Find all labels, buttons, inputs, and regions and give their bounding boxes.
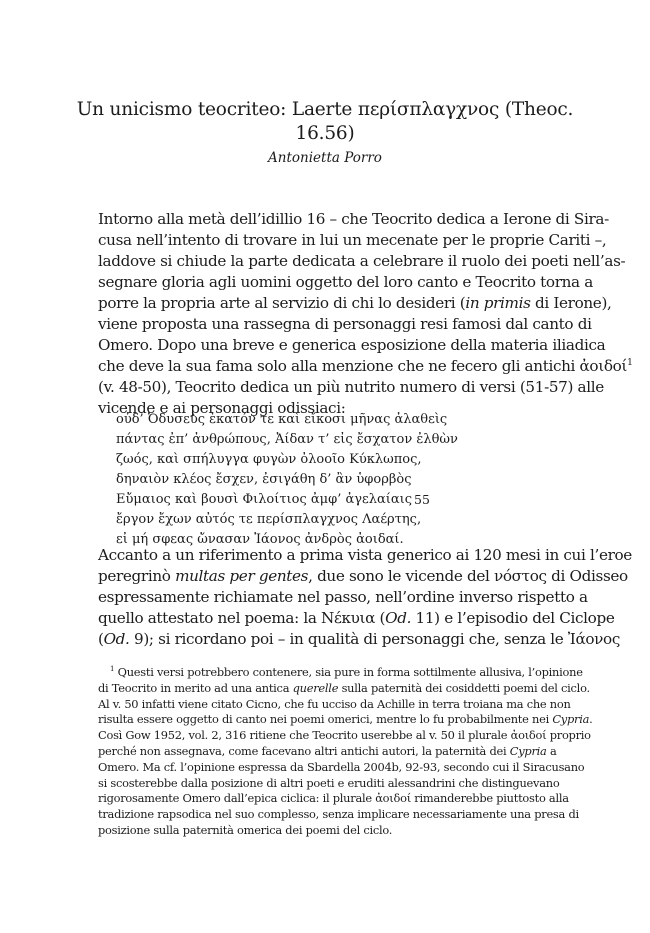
text-line: laddove si chiude la parte dedicata a celebrare il ruolo dei poeti nell’as- xyxy=(98,252,626,270)
verse-number: 55 xyxy=(414,492,430,507)
body-paragraph-2 xyxy=(98,545,632,650)
body-paragraph-1 xyxy=(98,209,633,419)
footnote xyxy=(98,664,593,839)
text-line: viene proposta una rassegna di personaggi resi famosi dal canto di xyxy=(98,315,592,333)
footnote-marker: 1 xyxy=(110,664,115,674)
italic-phrase: Cypria xyxy=(509,743,547,758)
author-name: Antonietta Porro xyxy=(268,150,382,166)
text-line: Accanto a un riferimento a prima vista generico ai 120 mesi in cui l’eroe xyxy=(98,546,632,564)
article-title: Un unicismo teocriteo: Laerte περίσπλαγχνος (Theoc. 16.56) xyxy=(76,99,574,144)
text-line: porre la propria arte al servizio di chi lo desideri (in primis di Ierone), xyxy=(98,294,612,312)
text-line: Omero. Dopo una breve e generica esposizione della materia iliadica xyxy=(98,336,606,354)
text-line: segnare gloria agli uomini oggetto del loro canto e Teocrito torna a xyxy=(98,273,593,291)
footnote-line: Omero. Ma cf. l’opinione espressa da Sbardella 2004b, 92-93, secondo cui il Siracusano xyxy=(98,759,585,774)
verse-line: οὐδ’ Ὀδυσεὺς ἑκατόν τε καὶ εἴκοσι μῆνας ἀλαθεὶς xyxy=(116,412,448,427)
italic-phrase: querelle xyxy=(292,680,339,695)
verse-line: εἰ μή σφεας ὤνασαν Ἰάονος ἀνδρὸς ἀοιδαί. xyxy=(116,532,404,547)
verse-line: ἔργον ἔχων αὐτός τε περίσπλαγχνος Λαέρτης, xyxy=(116,512,422,527)
footnote-line: rigorosamente Omero dall’epica ciclica: il plurale ἀοιδοί rimanderebbe piuttosto alla xyxy=(98,791,569,806)
footnote-line: Al v. 50 infatti viene citato Cicno, che fu ucciso da Achille in terra troiana ma che non xyxy=(98,696,571,711)
footnote-line: si scosterebbe dalla posizione di altri poeti e eruditi alessandrini che distinguevano xyxy=(98,775,560,790)
footnote-line: tradizione rapsodica nel suo complesso, senza implicare necessariamente una presa di xyxy=(98,807,579,822)
greek-quotation xyxy=(116,410,458,550)
footnote-line: posizione sulla paternità omerica dei poemi del ciclo. xyxy=(98,822,393,837)
italic-phrase: Od. xyxy=(385,609,412,627)
footnote-line: perché non assegnava, come facevano altri antichi autori, la paternità dei Cypria a xyxy=(98,743,557,758)
text-line: peregrinò multas per gentes, due sono le vicende del νόστος di Odisseo xyxy=(98,567,628,585)
verse-line-with-number: Εὔμαιος καὶ βουσὶ Φιλοίτιος ἀμφ’ ἀγελαίαις 55 xyxy=(116,490,446,510)
footnote-line: risulta essere oggetto di canto nei poemi omerici, mentre lo fu probabilmente nei Cypria. xyxy=(98,712,593,727)
text-line: espressamente richiamate nel passo, nell’ordine inverso rispetto a xyxy=(98,588,588,606)
footnote-line: $^1$ Questi versi potrebbero contenere, sia pure in forma sottilmente allusiva, l’opinione xyxy=(110,664,583,679)
italic-phrase: Od. xyxy=(103,630,130,648)
footnote-line: Così Gow 1952, vol. 2, 316 ritiene che Teocrito userebbe al v. 50 il plurale ἀοιδοί proprio xyxy=(98,728,591,743)
italic-phrase: multas per gentes xyxy=(175,567,309,585)
text-line: quello attestato nel poema: la Νέκυια (Od. 11) e l’episodio del Ciclope xyxy=(98,609,615,627)
verse-line: πάντας ἐπ’ ἀνθρώπους, Ἀίδαν τ’ εἰς ἔσχατον ἐλθὼν xyxy=(116,432,458,447)
footnote-reference[interactable]: 1 xyxy=(627,356,633,368)
text-line: Intorno alla metà dell’idillio 16 – che Teocrito dedica a Ierone di Sira- xyxy=(98,210,609,228)
text-line: che deve la sua fama solo alla menzione che ne fecero gli antichi ἀοιδοί$^1$ xyxy=(98,356,633,375)
text-line: (v. 48-50), Teocrito dedica un più nutrito numero di versi (51-57) alle xyxy=(98,378,604,396)
text-line: cusa nell’intento di trovare in lui un mecenate per le proprie Cariti –, xyxy=(98,231,607,249)
verse-line: ζωός, καὶ σπήλυγγα φυγὼν ὀλοοῖο Κύκλωπος, xyxy=(116,452,422,467)
verse-line: δηναιὸν κλέος ἔσχεν, ἐσιγάθη δ’ ἂν ὑφορβὸς xyxy=(116,472,412,487)
text-line: vicende e ai personaggi odissiaci: xyxy=(98,399,346,417)
italic-phrase: in primis xyxy=(465,294,531,312)
italic-phrase: Cypria xyxy=(552,712,590,727)
text-line: (Od. 9); si ricordano poi – in qualità di personaggi che, senza le Ἰάονος xyxy=(98,630,620,648)
footnote-line: di Teocrito in merito ad una antica querelle sulla paternità dei cosiddetti poemi del ciclo. xyxy=(98,680,590,695)
